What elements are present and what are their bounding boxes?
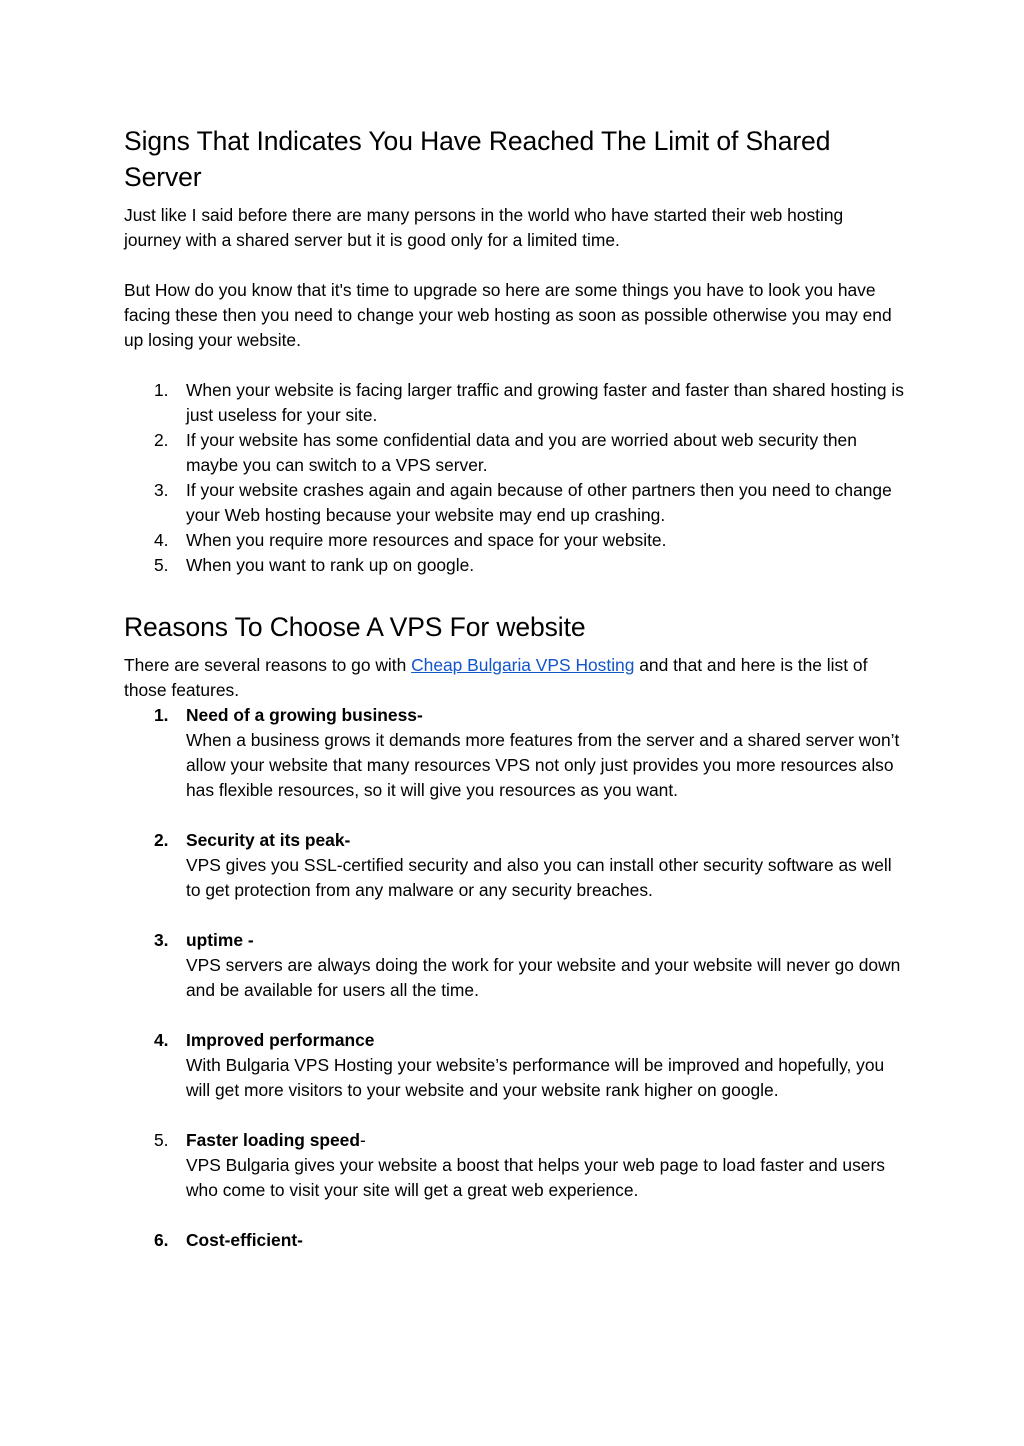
section-heading-reasons: Reasons To Choose A VPS For website [124, 612, 586, 642]
list-number: 2. [154, 430, 169, 450]
feature-body: VPS Bulgaria gives your website a boost that helps your web page to load faster and users who come to visit your site will get a great web experience. [186, 1155, 885, 1200]
intro-paragraph: Just like I said before there are many persons in the world who have started their web hosting journey with a shared server but it is good only for a limited time. [124, 205, 844, 250]
list-item-text: If your website crashes again and again because of other partners then you need to change your Web hosting because your website may end up crashing. [186, 480, 892, 525]
feature-title: Cost-efficient- [186, 1230, 303, 1250]
feature-title: uptime - [186, 930, 254, 950]
section-heading-signs: Signs That Indicates You Have Reached The Limit of Shared Server [124, 126, 831, 192]
list-item-text: When your website is facing larger traffic and growing faster and faster than shared hosting is just useless for your site. [186, 380, 904, 425]
feature-item [124, 828, 904, 903]
feature-title-suffix: - [359, 1130, 366, 1150]
list-number: 3. [154, 480, 169, 500]
feature-title: Need of a growing business- [186, 705, 423, 725]
list-item [124, 553, 904, 578]
intro-text-after: and that and here is the list of those features. [124, 655, 868, 700]
list-item-text: If your website has some confidential data and you are worried about web security then maybe you can switch to a VPS server. [186, 430, 857, 475]
feature-number: 4. [154, 1030, 169, 1050]
feature-title: Improved performance [186, 1030, 375, 1050]
intro-text-before: There are several reasons to go with [124, 655, 412, 675]
feature-number: 3. [154, 930, 169, 950]
feature-number: 2. [154, 830, 169, 850]
feature-body: VPS gives you SSL-certified security and also you can install other security software as well to get protection from any malware or any security breaches. [186, 855, 892, 900]
feature-number: 1. [154, 705, 169, 725]
list-item [124, 478, 904, 528]
features-list [124, 703, 904, 1253]
list-item-text: When you want to rank up on google. [186, 555, 475, 575]
list-item-text: When you require more resources and space for your website. [186, 530, 667, 550]
feature-body: With Bulgaria VPS Hosting your website’s performance will be improved and hopefully, you will get more visitors to your website and your website rank higher on google. [186, 1055, 885, 1100]
feature-item [124, 703, 904, 803]
signs-list [124, 378, 904, 578]
list-item [124, 528, 904, 553]
feature-number: 6. [154, 1230, 169, 1250]
feature-item [124, 928, 904, 1003]
list-item [124, 378, 904, 428]
feature-body: VPS servers are always doing the work for your website and your website will never go down and be available for users all the time. [186, 955, 901, 1000]
list-number: 1. [154, 380, 169, 400]
upgrade-paragraph: But How do you know that it's time to upgrade so here are some things you have to look you have facing these then you need to change your web hosting as soon as possible otherwise you may end up losing your website. [124, 280, 892, 350]
list-item [124, 428, 904, 478]
feature-title: Security at its peak- [186, 830, 351, 850]
spacer [124, 253, 904, 278]
cheap-bulgaria-vps-link[interactable]: Cheap Bulgaria VPS Hosting [411, 655, 635, 675]
list-number: 5. [154, 555, 169, 575]
feature-item [124, 1128, 904, 1203]
feature-item [124, 1228, 904, 1253]
feature-title: Faster loading speed [186, 1130, 360, 1150]
document-page [124, 120, 904, 1278]
feature-number: 5. [154, 1130, 169, 1150]
feature-body: When a business grows it demands more features from the server and a shared server won’t allow your website that many resources VPS not only just provides you more resources also has flexible resources, so it will give you resources as you want. [186, 730, 900, 800]
feature-item [124, 1028, 904, 1103]
list-number: 4. [154, 530, 169, 550]
reasons-intro-paragraph [124, 653, 904, 703]
